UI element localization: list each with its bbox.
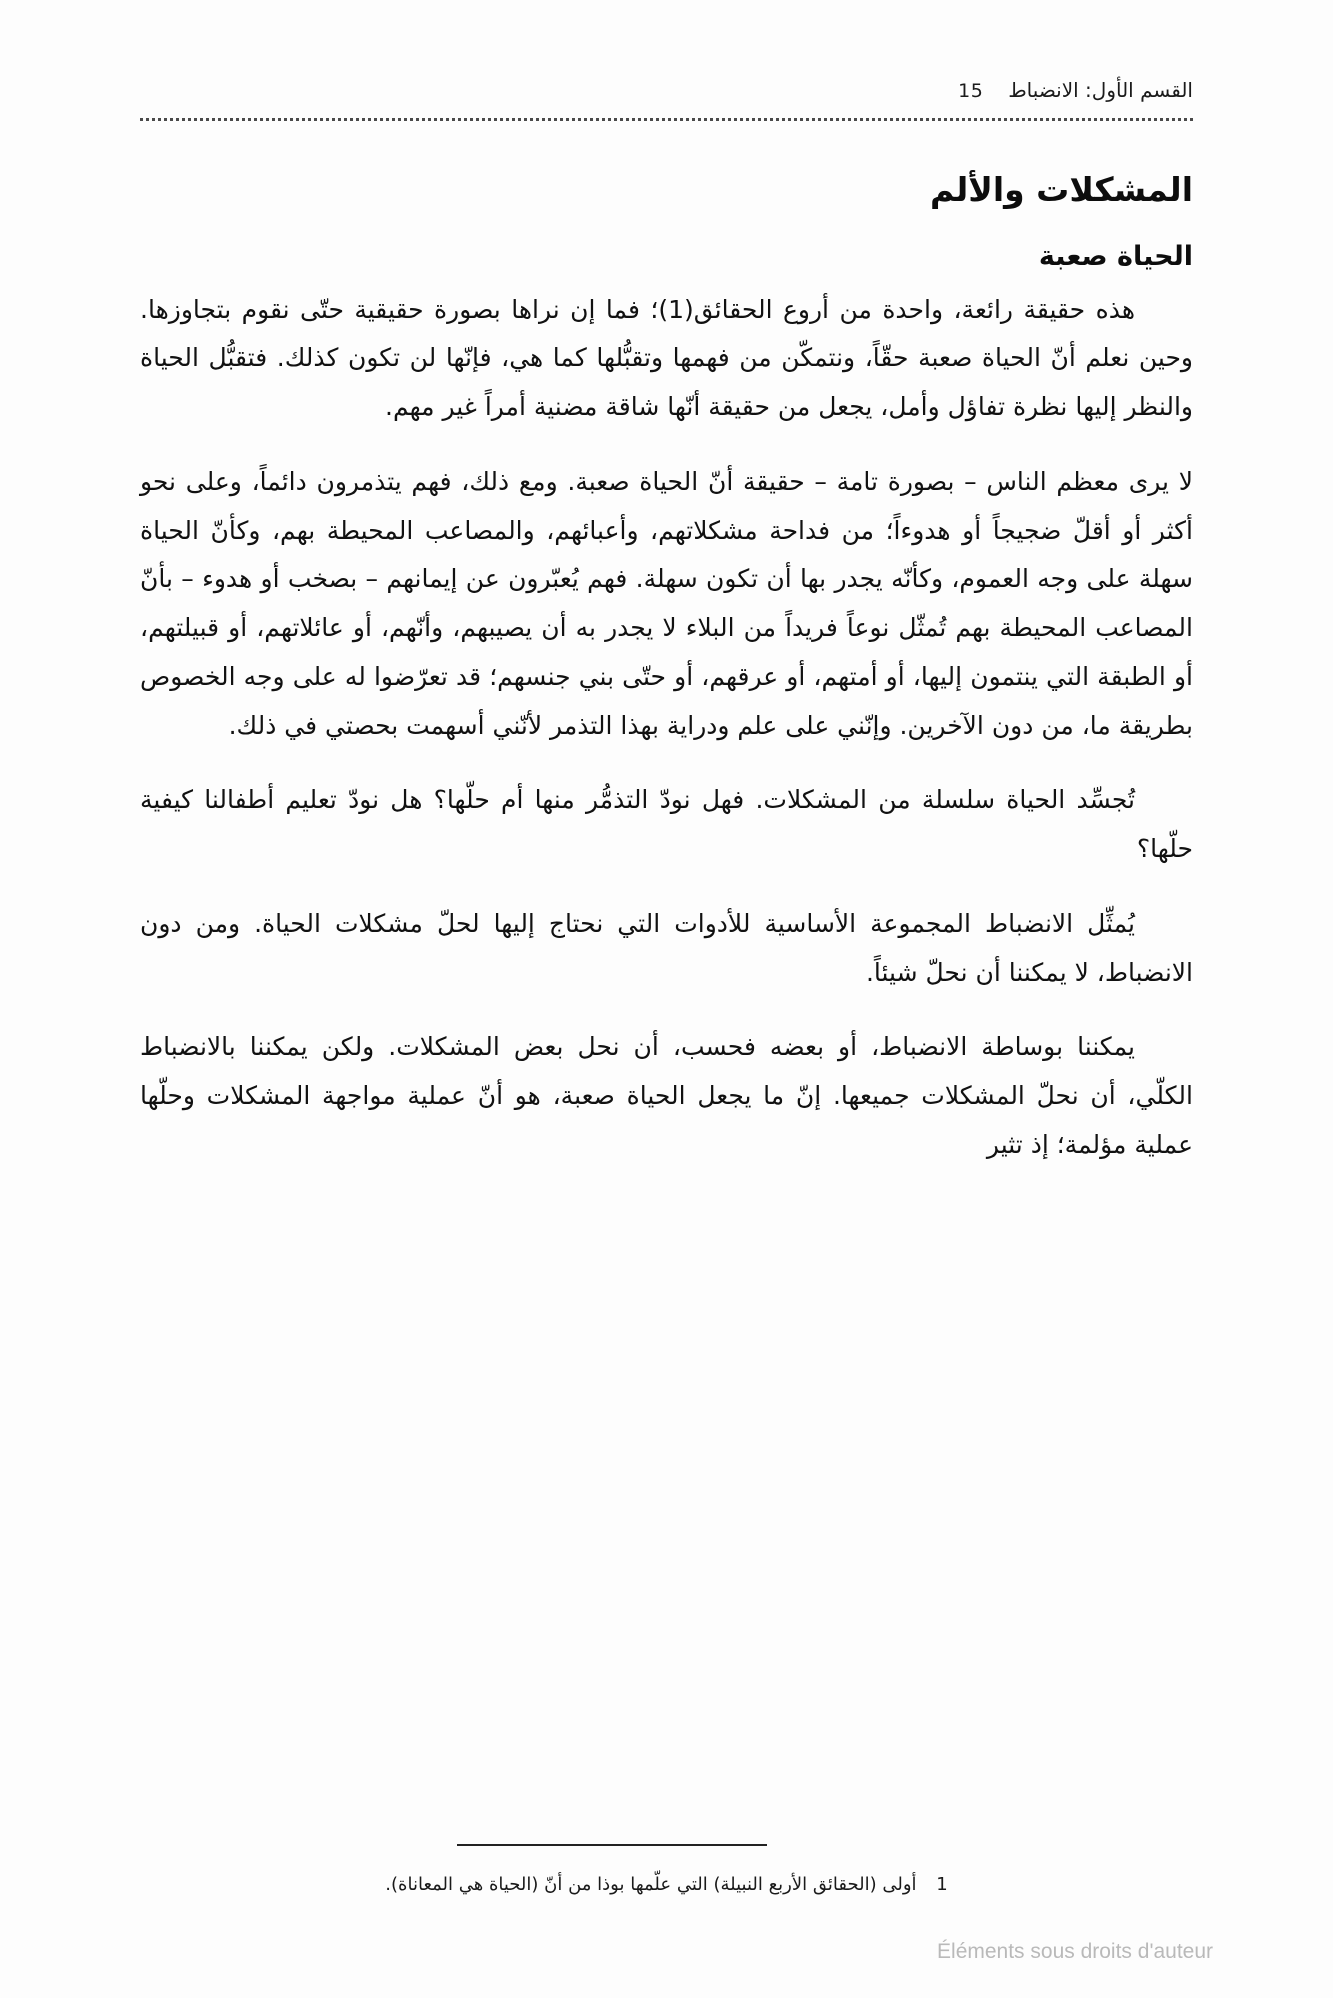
page-content xyxy=(140,165,1193,1192)
section-title: الحياة صعبة xyxy=(1038,240,1193,272)
paragraph-1: هذه حقيقة رائعة، واحدة من أروع الحقائق(1)؛ فما إن نراها بصورة حقيقية حتّى نقوم بتجاوزها. وحين نعلم أنّ الحياة صعبة حقّاً، ونتمكّن من فهمها وتقبُّلها كما هي، فإنّها لن تكون كذلك. فتقبُّل الحياة والنظر إليها نظرة تفاؤل وأمل، يجعل من حقيقة أنّها شاقة مضنية أمراً غير مهم. xyxy=(140,294,1193,421)
header-dotted-rule xyxy=(140,118,1193,125)
footnote xyxy=(140,1871,1193,1900)
chapter-title: المشكلات والألم xyxy=(930,170,1193,209)
copyright-watermark: Éléments sous droits d'auteur xyxy=(937,1940,1213,1963)
footnote-separator xyxy=(457,1844,767,1846)
paragraph-5: يمكننا بوساطة الانضباط، أو بعضه فحسب، أن نحل بعض المشكلات. ولكن يمكننا بالانضباط الكلّي، أن نحلّ المشكلات جميعها. إنّ ما يجعل الحياة صعبة، هو أنّ عملية مواجهة المشكلات وحلّها عملية مؤلمة؛ إذ تثير xyxy=(140,1032,1193,1159)
paragraph-3: تُجسِّد الحياة سلسلة من المشكلات. فهل نودّ التذمُّر منها أم حلّها؟ هل نودّ تعليم أطفالنا كيفية حلّها؟ xyxy=(140,785,1193,863)
footnote-text: أولى (الحقائق الأربع النبيلة) التي علّمها بوذا من أنّ (الحياة هي المعاناة). xyxy=(385,1874,917,1896)
paragraph-4: يُمثِّل الانضباط المجموعة الأساسية للأدوات التي نحتاج إليها لحلّ مشكلات الحياة. ومن دون الانضباط، لا يمكننا أن نحلّ شيئاً. xyxy=(140,908,1193,987)
running-head xyxy=(140,78,1193,102)
running-head-title: القسم الأول: الانضباط xyxy=(1008,78,1193,102)
page-number: 15 xyxy=(958,80,984,102)
paragraph-2: لا يرى معظم الناس – بصورة تامة – حقيقة أنّ الحياة صعبة. ومع ذلك، فهم يتذمرون دائماً، وعلى نحو أكثر أو أقلّ ضجيجاً أو هدوءاً؛ من فداحة مشكلاتهم، وأعبائهم، والمصاعب المحيطة بهم، وكأنّ الحياة سهلة على وجه العموم، وكأنّه يجدر بها أن تكون سهلة. فهم يُعبّرون عن إيمانهم – بصخب أو هدوء – بأنّ المصاعب المحيطة بهم تُمثّل نوعاً فريداً من البلاء لا يجدر به أن يصيبهم، وأنّهم، أو عائلاتهم، أو قبيلتهم، أو الطبقة التي ينتمون إليها، أو أمتهم، أو عرقهم، أو حتّى بني جنسهم؛ قد تعرّضوا له على وجه الخصوص بطريقة ما، من دون الآخرين. وإنّني على علم ودراية بهذا التذمر لأنّني أسهمت بحصتي في ذلك. xyxy=(140,466,1193,740)
footnote-number: 1 xyxy=(936,1874,948,1896)
